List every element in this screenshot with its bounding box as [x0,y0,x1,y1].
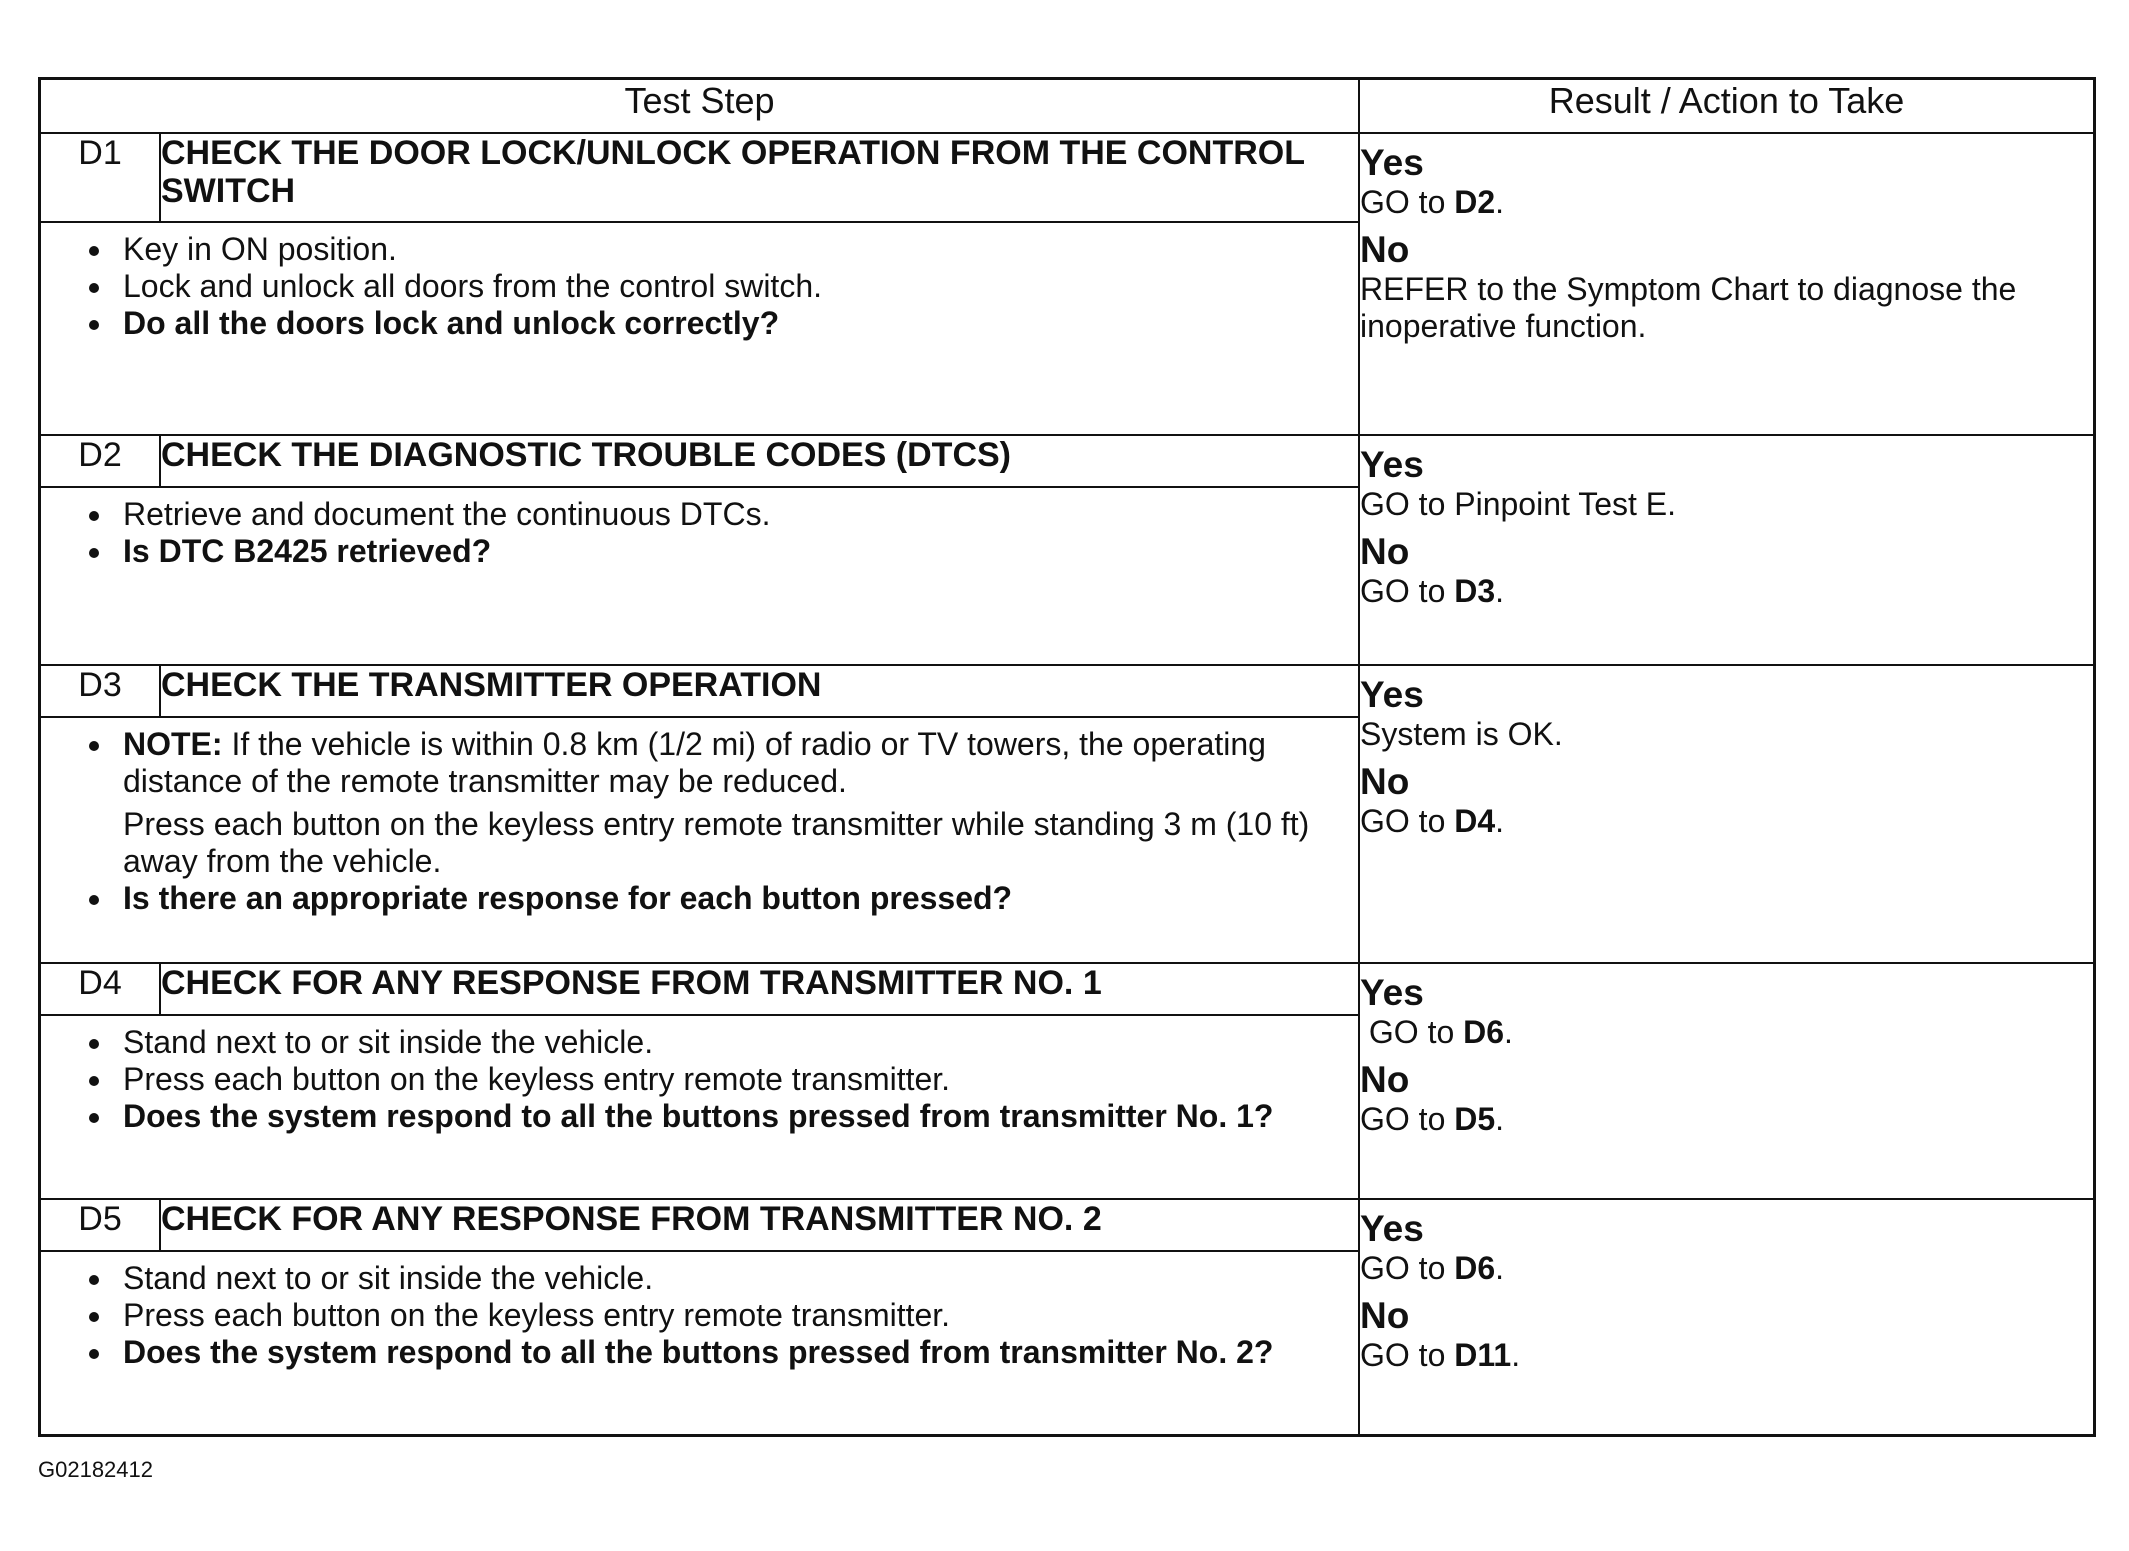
step-title: CHECK THE DOOR LOCK/UNLOCK OPERATION FROM THE CONTROL SWITCH [160,133,1359,222]
no-label: No [1360,531,1410,572]
figure-id: G02182412 [38,1457,153,1482]
step-title: CHECK THE DIAGNOSTIC TROUBLE CODES (DTCS) [160,435,1359,487]
instruction-item: • Stand next to or sit inside the vehicle. [115,1260,1338,1297]
instruction-item: • Press each button on the keyless entry remote transmitter. [115,1061,1338,1098]
step-instructions [41,231,1358,342]
step-id: D5 [40,1199,161,1251]
no-prefix: GO to [1360,1337,1455,1373]
step-instructions [41,1260,1358,1371]
no-prefix: GO to [1360,1101,1455,1137]
instruction-item: • Lock and unlock all doors from the control switch. [115,268,1338,305]
step-id: D4 [40,963,161,1015]
yes-suffix: . [1495,1250,1505,1286]
step-instructions [41,1024,1358,1135]
yes-action: GO to Pinpoint Test E. [1360,486,1677,522]
no-prefix: GO to [1360,573,1455,609]
yes-suffix: . [1504,1014,1513,1050]
step-id: D3 [40,665,161,717]
instruction-item: • Press each button on the keyless entry remote transmitter. [115,1297,1338,1334]
step-question: • Is there an appropriate response for each button pressed? [115,880,1338,917]
note-item [115,726,1338,880]
step-result [1359,133,2095,435]
no-action [1360,803,2093,840]
step-id: D2 [40,435,161,487]
table-header-row [40,79,2095,134]
instruction-item: • Key in ON position. [115,231,1338,268]
step-title: CHECK THE TRANSMITTER OPERATION [160,665,1359,717]
no-target: D3 [1454,573,1496,609]
no-action [1360,573,2093,610]
no-target: D5 [1454,1101,1496,1137]
step-question: • Does the system respond to all the buttons pressed from transmitter No. 1? [115,1098,1338,1135]
step-question: • Is DTC B2425 retrieved? [115,533,1338,570]
step-title: CHECK FOR ANY RESPONSE FROM TRANSMITTER NO. 2 [160,1199,1359,1251]
no-suffix: . [1495,1101,1505,1137]
step-result [1359,435,2095,665]
yes-label: Yes [1360,444,1424,485]
step-body [40,487,1360,665]
step-result [1359,963,2095,1199]
no-action [1360,1337,2093,1374]
no-label: No [1360,1059,1410,1100]
no-label: No [1360,1295,1410,1336]
step-title-row [40,1199,2095,1251]
no-target: D11 [1454,1337,1512,1373]
step-title-row [40,963,2095,1015]
note-text: If the vehicle is within 0.8 km (1/2 mi) of radio or TV towers, the operating distance of the remote transmitter may be reduced. [123,726,1266,799]
yes-label: Yes [1360,142,1424,183]
step-instructions [41,726,1358,917]
yes-action [1360,184,2093,221]
instruction-item: • Retrieve and document the continuous DTCs. [115,496,1338,533]
yes-prefix: GO to [1368,1014,1464,1050]
step-question: • Does the system respond to all the buttons pressed from transmitter No. 2? [115,1334,1338,1371]
no-prefix: GO to [1360,803,1455,839]
yes-prefix: GO to [1360,184,1455,220]
step-question: • Do all the doors lock and unlock correctly? [115,305,1338,342]
no-suffix: . [1495,803,1505,839]
sub-instruction: Press each button on the keyless entry remote transmitter while standing 3 m (10 ft) away from the vehicle. [123,806,1310,879]
step-body [40,717,1360,963]
yes-action [1360,1250,2093,1287]
yes-target: D6 [1454,1250,1496,1286]
yes-action: System is OK. [1360,716,1563,752]
step-body [40,1015,1360,1199]
step-id: D1 [40,133,161,222]
no-action: REFER to the Symptom Chart to diagnose the inoperative function. [1360,271,2017,344]
no-target: D4 [1454,803,1496,839]
step-result [1359,665,2095,963]
yes-label: Yes [1360,972,1424,1013]
yes-prefix: GO to [1360,1250,1455,1286]
instruction-item: • Stand next to or sit inside the vehicle. [115,1024,1338,1061]
yes-suffix: . [1495,184,1505,220]
step-title-row [40,665,2095,717]
yes-label: Yes [1360,1208,1424,1249]
step-title-row [40,435,2095,487]
step-title: CHECK FOR ANY RESPONSE FROM TRANSMITTER NO. 1 [160,963,1359,1015]
diagnostic-table [38,77,2096,1437]
yes-action [1360,1014,2093,1051]
no-label: No [1360,229,1410,270]
step-instructions [41,496,1358,570]
step-title-row [40,133,2095,222]
no-suffix: . [1495,573,1505,609]
no-action [1360,1101,2093,1138]
yes-label: Yes [1360,674,1424,715]
yes-target: D6 [1463,1014,1505,1050]
no-label: No [1360,761,1410,802]
step-body [40,1251,1360,1435]
no-suffix: . [1511,1337,1521,1373]
test-step-header: Test Step [40,79,1360,134]
step-result [1359,1199,2095,1436]
note-label: NOTE: [123,726,223,762]
step-body [40,222,1360,435]
result-action-header: Result / Action to Take [1359,79,2095,134]
yes-target: D2 [1454,184,1496,220]
